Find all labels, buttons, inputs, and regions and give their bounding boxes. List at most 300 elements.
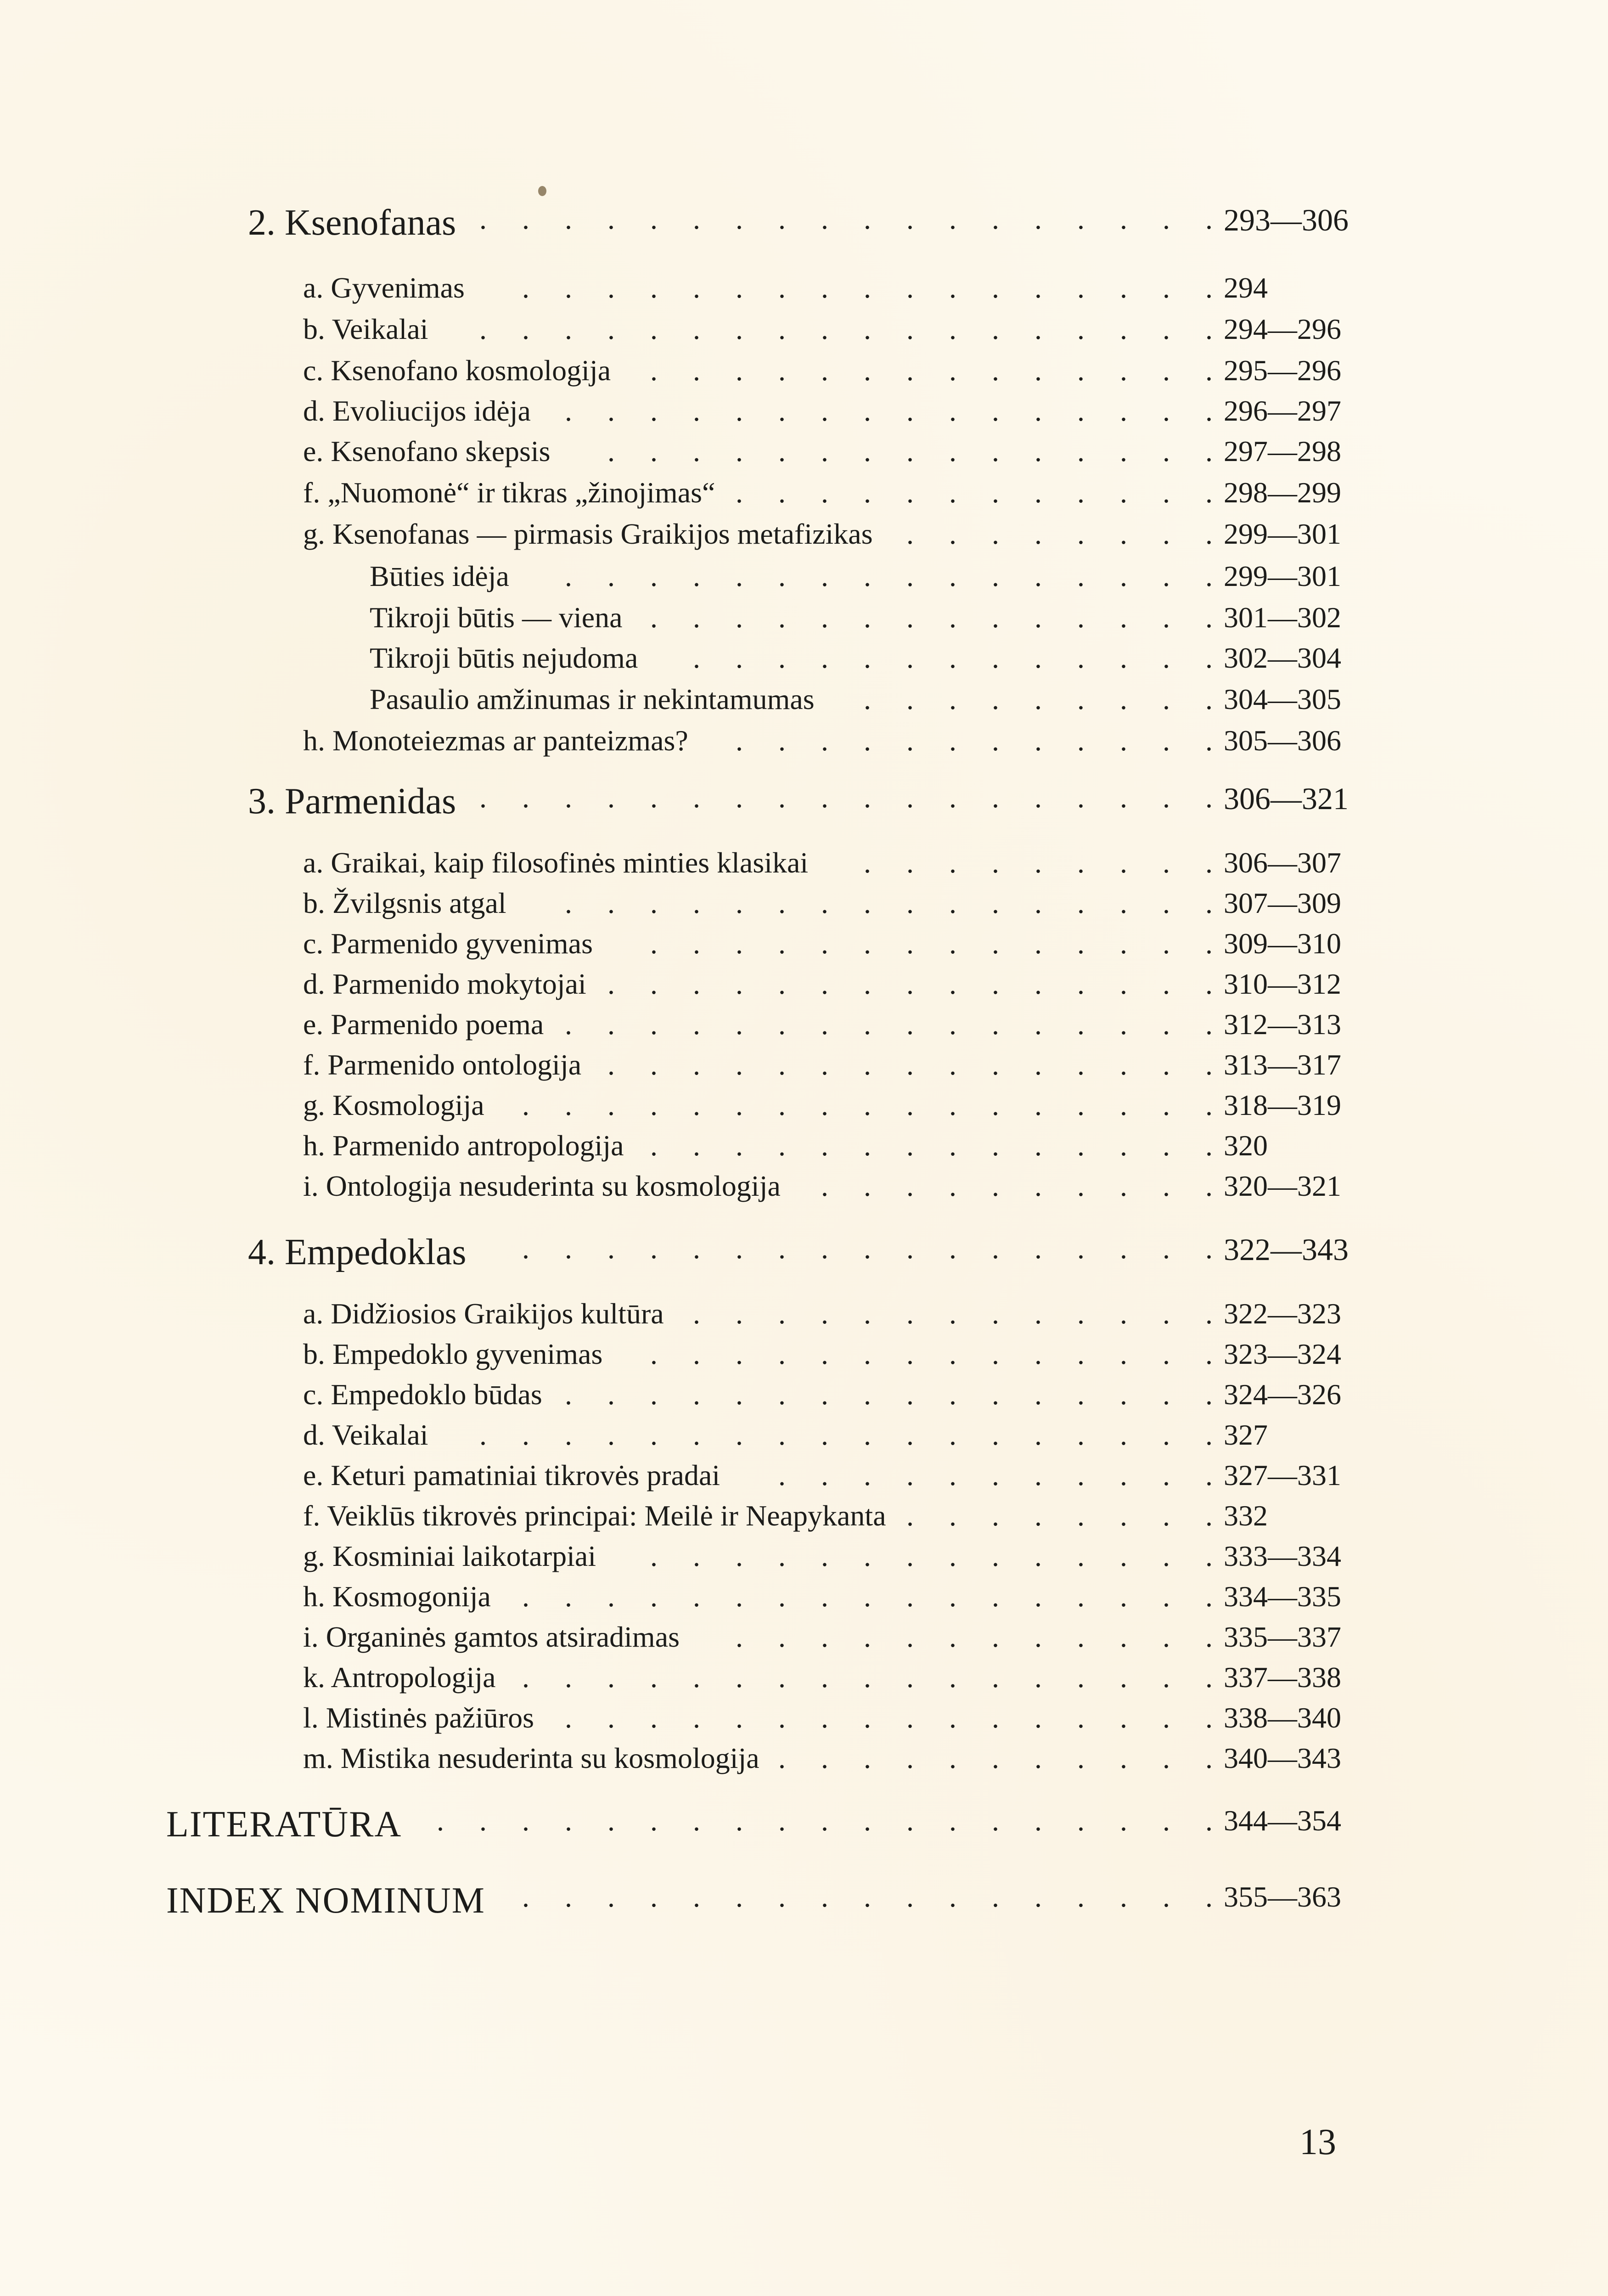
leader-dot: . — [821, 1297, 828, 1330]
leader-dot: . — [949, 1089, 956, 1121]
leader-dot: . — [1120, 203, 1127, 235]
toc-entry-pages: 297—298 — [1224, 435, 1341, 467]
leader-dot: . — [693, 1089, 700, 1121]
leader-dot: . — [906, 1008, 914, 1041]
leader-dot: . — [992, 1129, 999, 1162]
leader-dot: . — [1163, 601, 1170, 634]
leader-dot: . — [736, 476, 743, 509]
leader-dot: . — [1035, 601, 1042, 634]
leader-dot: . — [949, 1701, 956, 1734]
leader-dot: . — [607, 1701, 615, 1734]
leader-dot: . — [864, 435, 871, 467]
leader-dot: . — [1163, 313, 1170, 345]
leader-dot: . — [565, 1008, 572, 1041]
leader-dot: . — [522, 1804, 529, 1837]
leader-dot: . — [1035, 560, 1042, 592]
leader-dot: . — [522, 1089, 529, 1121]
leader-dot: . — [778, 1048, 786, 1081]
leader-dot: . — [565, 313, 572, 345]
leader-dot: . — [1120, 1742, 1127, 1774]
leader-dot: . — [778, 724, 786, 757]
leader-dot: . — [565, 1418, 572, 1451]
leader-dot: . — [693, 1297, 700, 1330]
leader-dot: . — [864, 1048, 871, 1081]
leader-dot: . — [1120, 1048, 1127, 1081]
leader-dot: . — [1120, 887, 1127, 919]
leader-dot: . — [864, 1742, 871, 1774]
leader-dot: . — [1205, 1880, 1213, 1913]
toc-entry-pages: 337—338 — [1224, 1661, 1341, 1694]
leader-dot: . — [1163, 1378, 1170, 1411]
leader-dot: . — [693, 1804, 700, 1837]
leader-dot: . — [607, 203, 615, 235]
leader-dot: . — [693, 1338, 700, 1370]
leader-dot: . — [1035, 435, 1042, 467]
leader-dot: . — [1035, 1742, 1042, 1774]
leader-dot: . — [693, 1580, 700, 1613]
leader-dot: . — [607, 271, 615, 304]
leader-dot: . — [1120, 1621, 1127, 1653]
leader-dot: . — [992, 1232, 999, 1265]
leader-dot: . — [906, 394, 914, 427]
toc-entry-pages: 322—343 — [1224, 1232, 1349, 1267]
leader-dot: . — [992, 1089, 999, 1121]
leader-dot: . — [1205, 927, 1213, 960]
leader-dot: . — [736, 1232, 743, 1265]
leader-dot: . — [778, 1418, 786, 1451]
leader-dot: . — [1035, 1008, 1042, 1041]
leader-dot: . — [949, 1742, 956, 1774]
leader-dot: . — [1077, 1621, 1085, 1653]
leader-dot: . — [992, 1297, 999, 1330]
leader-dot: . — [736, 1378, 743, 1411]
leader-dot: . — [1035, 968, 1042, 1000]
leader-dot: . — [1163, 435, 1170, 467]
leader-dot: . — [607, 435, 615, 467]
toc-entry-title: f. Veiklūs tikrovės principai: Meilė ir Neapykanta — [303, 1499, 886, 1532]
leader-dot: . — [607, 1232, 615, 1265]
leader-dot: . — [522, 313, 529, 345]
leader-dot: . — [1205, 1129, 1213, 1162]
leader-dot: . — [607, 781, 615, 814]
leader-dot: . — [1120, 781, 1127, 814]
leader-dot: . — [736, 1008, 743, 1041]
leader-dot: . — [906, 1580, 914, 1613]
leader-dot: . — [864, 203, 871, 235]
leader-dot: . — [1163, 1338, 1170, 1370]
leader-dot: . — [1205, 1804, 1213, 1837]
leader-dot: . — [650, 1418, 658, 1451]
leader-dot: . — [1205, 1378, 1213, 1411]
toc-entry-pages: 333—334 — [1224, 1540, 1341, 1572]
leader-dot: . — [992, 927, 999, 960]
leader-dot: . — [1120, 1540, 1127, 1572]
leader-dot: . — [650, 313, 658, 345]
toc-entry-title: h. Monoteiezmas ar panteizmas? — [303, 724, 688, 757]
leader-dot: . — [778, 271, 786, 304]
leader-dot: . — [1035, 394, 1042, 427]
leader-dot: . — [992, 1621, 999, 1653]
leader-dot: . — [479, 781, 487, 814]
leader-dot: . — [1120, 518, 1127, 550]
leader-dot: . — [1205, 1621, 1213, 1653]
toc-entry-title: 3. Parmenidas — [248, 781, 456, 822]
leader-dot: . — [1120, 560, 1127, 592]
toc-entry-title: Būties idėja — [370, 560, 509, 592]
leader-dot: . — [821, 435, 828, 467]
leader-dot: . — [736, 1580, 743, 1613]
leader-dot: . — [821, 354, 828, 387]
leader-dot: . — [992, 601, 999, 634]
leader-dot: . — [992, 313, 999, 345]
leader-dot: . — [650, 1338, 658, 1370]
leader-dot: . — [565, 203, 572, 235]
leader-dot: . — [949, 642, 956, 674]
leader-dot: . — [1120, 1008, 1127, 1041]
leader-dot: . — [1205, 1661, 1213, 1694]
leader-dot: . — [1120, 1378, 1127, 1411]
leader-dot: . — [1077, 203, 1085, 235]
leader-dot: . — [1035, 1459, 1042, 1491]
leader-dot: . — [992, 1338, 999, 1370]
toc-entry-pages: 295—296 — [1224, 354, 1341, 387]
leader-dot: . — [864, 1129, 871, 1162]
leader-dot: . — [906, 846, 914, 879]
leader-dot: . — [906, 1742, 914, 1774]
leader-dot: . — [1077, 1232, 1085, 1265]
leader-dot: . — [949, 724, 956, 757]
leader-dot: . — [778, 476, 786, 509]
leader-dot: . — [1163, 1089, 1170, 1121]
leader-dot: . — [778, 1338, 786, 1370]
leader-dot: . — [1035, 1297, 1042, 1330]
toc-entry-title: Tikroji būtis — viena — [370, 601, 623, 634]
leader-dot: . — [1077, 313, 1085, 345]
leader-dot: . — [522, 1418, 529, 1451]
toc-entry-title: a. Graikai, kaip filosofinės minties klasikai — [303, 846, 809, 879]
toc-entry-pages: 309—310 — [1224, 927, 1341, 960]
leader-dot: . — [650, 203, 658, 235]
leader-dot: . — [949, 1418, 956, 1451]
leader-dot: . — [864, 271, 871, 304]
toc-entry-pages: 293—306 — [1224, 203, 1349, 237]
leader-dot: . — [1077, 1804, 1085, 1837]
leader-dot: . — [693, 1048, 700, 1081]
leader-dot: . — [949, 476, 956, 509]
leader-dot: . — [693, 968, 700, 1000]
leader-dot: . — [565, 560, 572, 592]
leader-dot: . — [1163, 1297, 1170, 1330]
leader-dot: . — [992, 968, 999, 1000]
leader-dot: . — [1120, 476, 1127, 509]
leader-dot: . — [1035, 1580, 1042, 1613]
leader-dot: . — [607, 394, 615, 427]
toc-entry-title: d. Parmenido mokytojai — [303, 968, 586, 1000]
leader-dot: . — [1163, 1170, 1170, 1202]
leader-dot: . — [778, 354, 786, 387]
toc-entry-pages: 306—321 — [1224, 781, 1349, 816]
leader-dot: . — [1120, 1338, 1127, 1370]
leader-dot: . — [906, 1297, 914, 1330]
leader-dot: . — [821, 1804, 828, 1837]
leader-dot: . — [949, 968, 956, 1000]
leader-dot: . — [1120, 1701, 1127, 1734]
leader-dot: . — [949, 1297, 956, 1330]
toc-entry-pages: 334—335 — [1224, 1580, 1341, 1613]
leader-dot: . — [565, 1661, 572, 1694]
leader-dot: . — [650, 1804, 658, 1837]
leader-dot: . — [1163, 354, 1170, 387]
leader-dot: . — [992, 394, 999, 427]
leader-dot: . — [821, 968, 828, 1000]
leader-dot: . — [736, 601, 743, 634]
leader-dot: . — [1077, 1499, 1085, 1532]
leader-dot: . — [864, 476, 871, 509]
leader-dot: . — [1035, 1170, 1042, 1202]
leader-dot: . — [821, 394, 828, 427]
leader-dot: . — [1205, 1580, 1213, 1613]
toc-entry-title: a. Gyvenimas — [303, 271, 465, 304]
leader-dot: . — [1035, 1232, 1042, 1265]
leader-dot: . — [736, 394, 743, 427]
leader-dot: . — [821, 1089, 828, 1121]
leader-dot: . — [906, 1621, 914, 1653]
leader-dot: . — [821, 1170, 828, 1202]
leader-dot: . — [736, 887, 743, 919]
leader-dot: . — [1120, 1129, 1127, 1162]
leader-dot: . — [778, 560, 786, 592]
toc-entry-title: d. Veikalai — [303, 1418, 428, 1451]
leader-dot: . — [1077, 601, 1085, 634]
leader-dot: . — [949, 1170, 956, 1202]
leader-dot: . — [1163, 1580, 1170, 1613]
leader-dot: . — [864, 1804, 871, 1837]
leader-dot: . — [736, 968, 743, 1000]
toc-entry-pages: 313—317 — [1224, 1048, 1341, 1081]
leader-dot: . — [906, 887, 914, 919]
leader-dot: . — [1077, 683, 1085, 715]
leader-dot: . — [1120, 601, 1127, 634]
toc-entry-pages: 310—312 — [1224, 968, 1341, 1000]
leader-dot: . — [906, 1804, 914, 1837]
leader-dot: . — [821, 1418, 828, 1451]
leader-dot: . — [1035, 203, 1042, 235]
leader-dot: . — [1077, 476, 1085, 509]
leader-dot: . — [1163, 724, 1170, 757]
leader-dot: . — [650, 1232, 658, 1265]
toc-entry-title: LITERATŪRA — [166, 1804, 402, 1845]
leader-dot: . — [778, 394, 786, 427]
leader-dot: . — [736, 1804, 743, 1837]
leader-dot: . — [650, 968, 658, 1000]
leader-dot: . — [949, 1499, 956, 1532]
leader-dot: . — [821, 203, 828, 235]
leader-dot: . — [821, 781, 828, 814]
leader-dot: . — [992, 1499, 999, 1532]
leader-dot: . — [522, 781, 529, 814]
leader-dot: . — [906, 354, 914, 387]
toc-entry-title: l. Mistinės pažiūros — [303, 1701, 534, 1734]
leader-dot: . — [1163, 887, 1170, 919]
leader-dot: . — [949, 683, 956, 715]
toc-entry-pages: 298—299 — [1224, 476, 1341, 509]
leader-dot: . — [1035, 1880, 1042, 1913]
leader-dot: . — [736, 313, 743, 345]
leader-dot: . — [736, 927, 743, 960]
leader-dot: . — [906, 1129, 914, 1162]
toc-entry-pages: 324—326 — [1224, 1378, 1341, 1411]
leader-dot: . — [864, 560, 871, 592]
leader-dot: . — [693, 271, 700, 304]
leader-dot: . — [1077, 1338, 1085, 1370]
leader-dot: . — [693, 560, 700, 592]
leader-dot: . — [736, 1338, 743, 1370]
toc-entry-pages: 340—343 — [1224, 1742, 1341, 1774]
leader-dot: . — [693, 601, 700, 634]
leader-dot: . — [992, 887, 999, 919]
leader-dot: . — [522, 1661, 529, 1694]
leader-dot: . — [778, 1880, 786, 1913]
leader-dot: . — [778, 1580, 786, 1613]
leader-dot: . — [1205, 724, 1213, 757]
leader-dot: . — [778, 1129, 786, 1162]
leader-dot: . — [607, 1804, 615, 1837]
leader-dot: . — [1077, 642, 1085, 674]
leader-dot: . — [992, 1048, 999, 1081]
leader-dot: . — [821, 601, 828, 634]
leader-dot: . — [864, 1338, 871, 1370]
leader-dot: . — [1120, 683, 1127, 715]
leader-dot: . — [992, 642, 999, 674]
leader-dot: . — [821, 1661, 828, 1694]
leader-dot: . — [479, 1804, 487, 1837]
leader-dot: . — [949, 313, 956, 345]
leader-dot: . — [1163, 781, 1170, 814]
leader-dot: . — [992, 518, 999, 550]
leader-dot: . — [1035, 476, 1042, 509]
leader-dot: . — [1120, 1459, 1127, 1491]
leader-dot: . — [864, 1661, 871, 1694]
leader-dot: . — [1035, 271, 1042, 304]
leader-dot: . — [565, 394, 572, 427]
leader-dot: . — [992, 354, 999, 387]
leader-dot: . — [1205, 968, 1213, 1000]
leader-dot: . — [1205, 518, 1213, 550]
leader-dot: . — [650, 927, 658, 960]
leader-dot: . — [1205, 313, 1213, 345]
leader-dot: . — [1120, 1580, 1127, 1613]
leader-dot: . — [906, 1459, 914, 1491]
leader-dot: . — [1163, 968, 1170, 1000]
leader-dot: . — [906, 560, 914, 592]
toc-entry-title: g. Kosmologija — [303, 1089, 484, 1121]
leader-dot: . — [1120, 271, 1127, 304]
leader-dot: . — [906, 1338, 914, 1370]
leader-dot: . — [565, 271, 572, 304]
toc-entry-pages: 332 — [1224, 1499, 1268, 1532]
leader-dot: . — [906, 1048, 914, 1081]
leader-dot: . — [650, 394, 658, 427]
leader-dot: . — [650, 1661, 658, 1694]
leader-dot: . — [736, 1129, 743, 1162]
leader-dot: . — [1035, 1418, 1042, 1451]
leader-dot: . — [821, 476, 828, 509]
leader-dot: . — [1077, 927, 1085, 960]
leader-dot: . — [736, 1418, 743, 1451]
leader-dot: . — [906, 313, 914, 345]
leader-dot: . — [650, 1129, 658, 1162]
leader-dot: . — [607, 887, 615, 919]
leader-dot: . — [736, 724, 743, 757]
leader-dot: . — [992, 1378, 999, 1411]
leader-dot: . — [1120, 1297, 1127, 1330]
leader-dot: . — [1077, 1880, 1085, 1913]
leader-dot: . — [949, 1580, 956, 1613]
leader-dot: . — [864, 1232, 871, 1265]
leader-dot: . — [522, 1580, 529, 1613]
leader-dot: . — [1205, 1540, 1213, 1572]
leader-dot: . — [1163, 1540, 1170, 1572]
leader-dot: . — [607, 968, 615, 1000]
leader-dot: . — [906, 1540, 914, 1572]
leader-dot: . — [821, 1621, 828, 1653]
leader-dot: . — [906, 1499, 914, 1532]
leader-dot: . — [1035, 518, 1042, 550]
leader-dot: . — [1163, 642, 1170, 674]
toc-entry-pages: 296—297 — [1224, 394, 1341, 427]
leader-dot: . — [864, 1459, 871, 1491]
leader-dot: . — [864, 1621, 871, 1653]
leader-dot: . — [864, 1701, 871, 1734]
leader-dot: . — [693, 1701, 700, 1734]
toc-entry-title: c. Empedoklo būdas — [303, 1378, 542, 1411]
leader-dot: . — [1205, 560, 1213, 592]
leader-dot: . — [949, 1129, 956, 1162]
toc-entry-title: i. Organinės gamtos atsiradimas — [303, 1621, 680, 1653]
leader-dot: . — [906, 781, 914, 814]
leader-dot: . — [607, 1089, 615, 1121]
leader-dot: . — [949, 1232, 956, 1265]
leader-dot: . — [693, 354, 700, 387]
leader-dot: . — [650, 1880, 658, 1913]
leader-dot: . — [522, 1232, 529, 1265]
leader-dot: . — [565, 1701, 572, 1734]
leader-dot: . — [1205, 1459, 1213, 1491]
leader-dot: . — [992, 683, 999, 715]
leader-dot: . — [1035, 1499, 1042, 1532]
leader-dot: . — [778, 927, 786, 960]
leader-dot: . — [565, 1580, 572, 1613]
leader-dot: . — [778, 1297, 786, 1330]
leader-dot: . — [906, 642, 914, 674]
toc-entry-title: k. Antropologija — [303, 1661, 496, 1694]
toc-entry-pages: 344—354 — [1224, 1804, 1341, 1837]
leader-dot: . — [736, 271, 743, 304]
leader-dot: . — [1163, 1701, 1170, 1734]
leader-dot: . — [1035, 642, 1042, 674]
leader-dot: . — [1163, 1459, 1170, 1491]
leader-dot: . — [1163, 271, 1170, 304]
leader-dot: . — [821, 1008, 828, 1041]
leader-dot: . — [821, 1580, 828, 1613]
leader-dot: . — [1077, 354, 1085, 387]
leader-dot: . — [1120, 846, 1127, 879]
leader-dot: . — [949, 1621, 956, 1653]
leader-dot: . — [1035, 1129, 1042, 1162]
leader-dot: . — [736, 1089, 743, 1121]
leader-dot: . — [949, 1880, 956, 1913]
leader-dot: . — [778, 642, 786, 674]
